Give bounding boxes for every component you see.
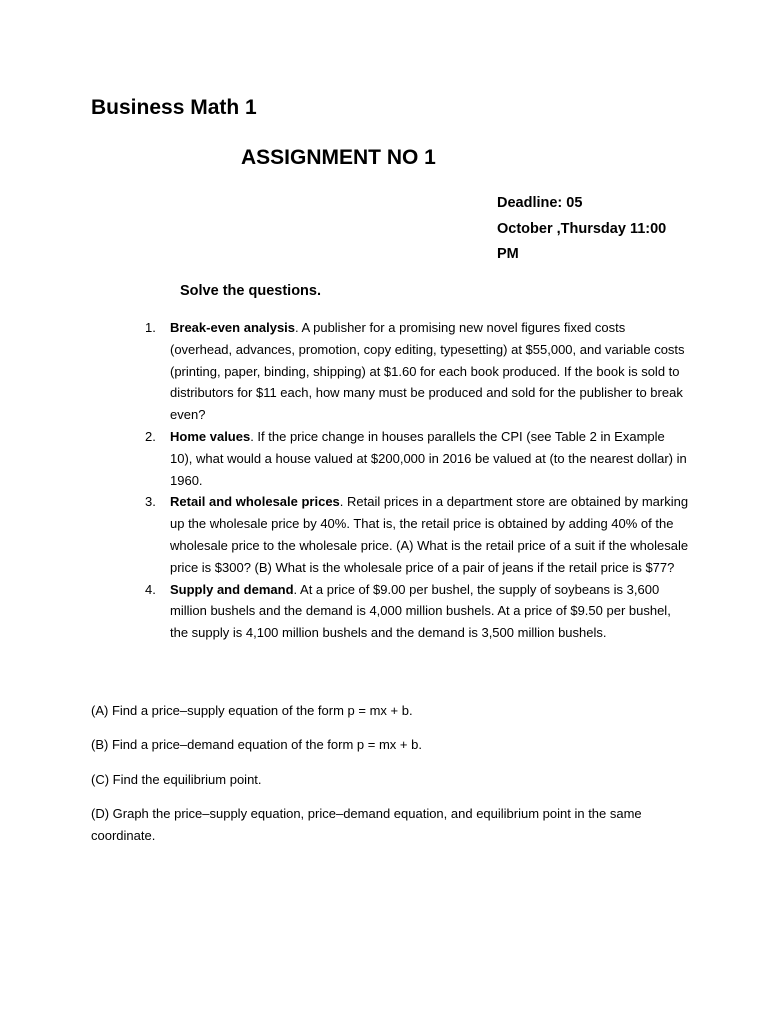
question-heading: Home values [170,428,251,444]
question-item [145,579,690,644]
question-text: . If the price change in houses parallels the CPI (see Table 2 in Example 10), what would a house valued at $200,000 in 2016 be valued at (to the nearest dollar) in 1960. [170,428,687,488]
question-item [145,317,690,426]
question-text: . A publisher for a promising new novel figures fixed costs (overhead, advances, promotion, copy editing, typesetting) at $55,000, and variable costs (printing, paper, binding, shipping) at $1.60 for each book produced. If the book is sold to distributors for $11 each, how many must be produced and sold for the publisher to break even? [170,320,685,423]
question-heading: Supply and demand [170,581,294,597]
question-text: . Retail prices in a department store are obtained by marking up the wholesale price by 40%. That is, the retail price is obtained by adding 40% of the wholesale price to the wholesale price. (A) What is the retail price of a suit if the wholesale price is $300? (B) What is the wholesale price of a pair of jeans if the retail price is $77? [170,494,689,575]
question-number: 1. [145,320,156,335]
deadline-line-2: October ,Thursday 11:00 [497,220,667,237]
instruction: Solve the questions. [180,283,321,299]
question-heading: Break-even analysis [170,320,296,335]
subpart-b: (B) Find a price–demand equation of the form p = mx + b. [91,737,422,752]
question-text: . At a price of $9.00 per bushel, the supply of soybeans is 3,600 million bushels and the demand is 4,000 million bushels. At a price of $9.50 per bushel, the supply is 4,100 million bushels and the demand is 3,500 million bushels. [170,581,671,641]
deadline-line-1: Deadline: 05 [497,195,583,211]
course-title: Business Math 1 [91,96,257,119]
assignment-title: ASSIGNMENT NO 1 [241,146,436,169]
question-number: 3. [145,494,156,510]
question-number: 4. [145,581,156,597]
question-heading: Retail and wholesale prices [170,494,340,510]
question-list [145,317,690,644]
question-number: 2. [145,428,156,444]
subpart-c: (C) Find the equilibrium point. [91,772,262,787]
question-item [145,426,690,491]
subpart-d: (D) Graph the price–supply equation, price–demand equation, and equilibrium point in the same coordinate. [91,806,642,843]
deadline-line-3: PM [497,246,519,262]
subpart-a: (A) Find a price–supply equation of the form p = mx + b. [91,703,413,718]
deadline [497,191,697,268]
question-item [145,491,690,578]
